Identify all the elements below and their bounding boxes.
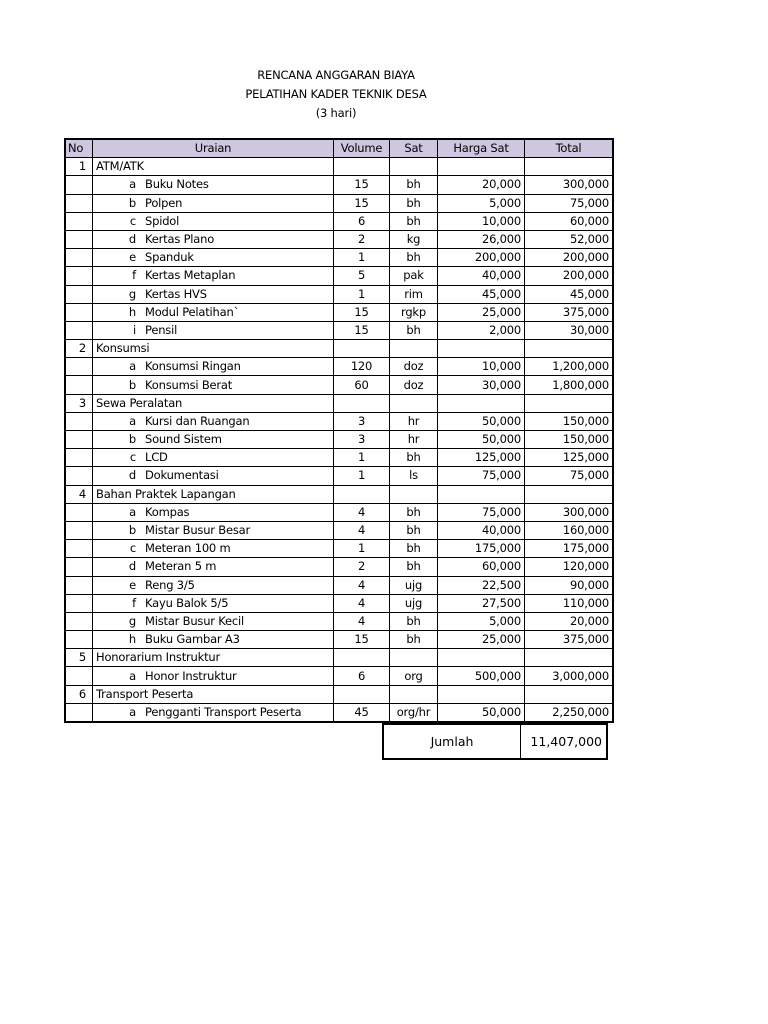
item-description [93, 503, 334, 521]
item-unit-price: 20,000 [438, 176, 525, 194]
item-row [65, 467, 613, 485]
empty-cell [65, 431, 93, 449]
item-unit-price: 27,500 [438, 594, 525, 612]
group-name: Bahan Praktek Lapangan [93, 485, 334, 503]
item-row [65, 412, 613, 430]
item-description [93, 303, 334, 321]
item-unit-price: 5,000 [438, 612, 525, 630]
item-letter: a [129, 413, 136, 428]
item-row [65, 540, 613, 558]
item-row [65, 558, 613, 576]
item-description [93, 194, 334, 212]
item-description [93, 212, 334, 230]
item-volume: 4 [334, 503, 390, 521]
item-letter: d [128, 232, 136, 247]
item-description [93, 540, 334, 558]
item-unit-price: 2,000 [438, 321, 525, 339]
empty-cell [65, 558, 93, 576]
item-unit: doz [390, 358, 438, 376]
item-letter: g [128, 286, 136, 301]
item-volume: 1 [334, 249, 390, 267]
item-description [93, 230, 334, 248]
item-unit-price: 10,000 [438, 358, 525, 376]
item-unit-price: 200,000 [438, 249, 525, 267]
group-row [65, 340, 613, 358]
item-letter: a [129, 668, 136, 683]
item-total: 110,000 [525, 594, 614, 612]
item-row [65, 521, 613, 539]
empty-cell [525, 158, 614, 176]
item-total: 300,000 [525, 176, 614, 194]
empty-cell [65, 176, 93, 194]
item-description [93, 576, 334, 594]
item-row [65, 303, 613, 321]
empty-cell [65, 376, 93, 394]
item-unit: bh [390, 540, 438, 558]
item-volume: 3 [334, 431, 390, 449]
empty-cell [65, 703, 93, 722]
empty-cell [438, 649, 525, 667]
table-header-row [65, 139, 613, 158]
empty-cell [334, 340, 390, 358]
item-unit: rgkp [390, 303, 438, 321]
group-name: Transport Peserta [93, 685, 334, 703]
item-unit: doz [390, 376, 438, 394]
item-volume: 15 [334, 631, 390, 649]
item-row [65, 358, 613, 376]
item-unit-price: 75,000 [438, 467, 525, 485]
item-row [65, 194, 613, 212]
item-description [93, 376, 334, 394]
item-unit: org [390, 667, 438, 685]
item-unit-price: 25,000 [438, 631, 525, 649]
item-unit-price: 75,000 [438, 503, 525, 521]
item-row [65, 267, 613, 285]
item-volume: 15 [334, 176, 390, 194]
item-volume: 6 [334, 212, 390, 230]
item-row [65, 449, 613, 467]
item-description [93, 667, 334, 685]
item-letter: b [128, 377, 136, 392]
item-row [65, 285, 613, 303]
item-unit: bh [390, 249, 438, 267]
item-unit-price: 25,000 [438, 303, 525, 321]
item-total: 200,000 [525, 249, 614, 267]
empty-cell [65, 212, 93, 230]
group-row [65, 485, 613, 503]
item-name: LCD [145, 450, 168, 465]
item-total: 90,000 [525, 576, 614, 594]
item-letter: a [129, 359, 136, 374]
item-total: 375,000 [525, 631, 614, 649]
item-description [93, 449, 334, 467]
item-unit: ls [390, 467, 438, 485]
group-row [65, 394, 613, 412]
empty-cell [390, 685, 438, 703]
item-total: 75,000 [525, 467, 614, 485]
empty-cell [65, 594, 93, 612]
item-letter: b [128, 195, 136, 210]
item-description [93, 631, 334, 649]
item-unit-price: 500,000 [438, 667, 525, 685]
item-unit-price: 125,000 [438, 449, 525, 467]
item-volume: 4 [334, 594, 390, 612]
item-name: Kertas HVS [145, 286, 207, 301]
summary-label: Jumlah [384, 725, 521, 758]
empty-cell [390, 485, 438, 503]
header-total: Total [525, 139, 614, 158]
item-name: Spidol [145, 213, 180, 228]
group-row [65, 649, 613, 667]
item-unit: bh [390, 194, 438, 212]
budget-table-body [65, 158, 613, 722]
item-volume: 1 [334, 285, 390, 303]
empty-cell [525, 394, 614, 412]
group-number: 6 [65, 685, 93, 703]
item-volume: 4 [334, 521, 390, 539]
item-row [65, 503, 613, 521]
item-volume: 2 [334, 558, 390, 576]
item-letter: e [129, 577, 136, 592]
empty-cell [65, 503, 93, 521]
item-letter: f [132, 595, 136, 610]
item-name: Kursi dan Ruangan [145, 413, 250, 428]
item-volume: 6 [334, 667, 390, 685]
item-name: Konsumsi Ringan [145, 359, 241, 374]
item-letter: f [132, 268, 136, 283]
item-description [93, 612, 334, 630]
item-unit: pak [390, 267, 438, 285]
empty-cell [65, 631, 93, 649]
empty-cell [438, 340, 525, 358]
empty-cell [65, 230, 93, 248]
item-unit: bh [390, 631, 438, 649]
item-volume: 3 [334, 412, 390, 430]
item-volume: 60 [334, 376, 390, 394]
summary-value: 11,407,000 [530, 734, 602, 749]
item-unit: bh [390, 321, 438, 339]
item-total: 1,800,000 [525, 376, 614, 394]
empty-cell [334, 394, 390, 412]
empty-cell [65, 321, 93, 339]
empty-cell [65, 612, 93, 630]
empty-cell [334, 685, 390, 703]
item-row [65, 631, 613, 649]
item-unit: bh [390, 558, 438, 576]
item-unit: hr [390, 431, 438, 449]
item-total: 300,000 [525, 503, 614, 521]
item-description [93, 467, 334, 485]
item-name: Mistar Busur Besar [145, 523, 251, 538]
group-row [65, 158, 613, 176]
item-name: Kayu Balok 5/5 [145, 595, 229, 610]
item-name: Sound Sistem [145, 432, 222, 447]
item-letter: c [129, 213, 136, 228]
item-description [93, 703, 334, 722]
item-total: 3,000,000 [525, 667, 614, 685]
item-row [65, 667, 613, 685]
item-name: Spanduk [145, 250, 194, 265]
item-unit: bh [390, 212, 438, 230]
item-volume: 2 [334, 230, 390, 248]
item-unit-price: 40,000 [438, 521, 525, 539]
budget-table [64, 138, 614, 723]
item-volume: 15 [334, 194, 390, 212]
item-name: Polpen [145, 195, 183, 210]
item-letter: b [128, 523, 136, 538]
item-unit: bh [390, 503, 438, 521]
item-letter: e [129, 250, 136, 265]
group-number: 2 [65, 340, 93, 358]
item-unit-price: 50,000 [438, 431, 525, 449]
empty-cell [438, 394, 525, 412]
item-description [93, 285, 334, 303]
item-row [65, 431, 613, 449]
item-row [65, 703, 613, 722]
item-letter: h [128, 632, 136, 647]
item-row [65, 594, 613, 612]
item-unit: hr [390, 412, 438, 430]
item-volume: 1 [334, 467, 390, 485]
item-description [93, 249, 334, 267]
item-total: 150,000 [525, 412, 614, 430]
item-row [65, 249, 613, 267]
item-total: 200,000 [525, 267, 614, 285]
group-name: Konsumsi [93, 340, 334, 358]
empty-cell [438, 485, 525, 503]
item-row [65, 212, 613, 230]
item-volume: 1 [334, 449, 390, 467]
item-letter: c [129, 450, 136, 465]
item-total: 1,200,000 [525, 358, 614, 376]
item-name: Konsumsi Berat [145, 377, 233, 392]
item-volume: 5 [334, 267, 390, 285]
item-description [93, 431, 334, 449]
item-row [65, 612, 613, 630]
empty-cell [65, 285, 93, 303]
item-unit: bh [390, 521, 438, 539]
item-total: 175,000 [525, 540, 614, 558]
empty-cell [390, 158, 438, 176]
empty-cell [438, 158, 525, 176]
item-total: 375,000 [525, 303, 614, 321]
item-unit-price: 30,000 [438, 376, 525, 394]
item-description [93, 594, 334, 612]
item-total: 45,000 [525, 285, 614, 303]
summary-box [382, 723, 608, 760]
item-total: 75,000 [525, 194, 614, 212]
item-volume: 1 [334, 540, 390, 558]
item-letter: b [128, 432, 136, 447]
item-volume: 120 [334, 358, 390, 376]
item-total: 60,000 [525, 212, 614, 230]
item-total: 160,000 [525, 521, 614, 539]
empty-cell [525, 485, 614, 503]
item-letter: d [128, 559, 136, 574]
title-line-2: PELATIHAN KADER TEKNIK DESA [245, 87, 427, 101]
item-total: 30,000 [525, 321, 614, 339]
item-name: Meteran 5 m [145, 559, 217, 574]
empty-cell [525, 685, 614, 703]
empty-cell [390, 340, 438, 358]
item-name: Mistar Busur Kecil [145, 613, 245, 628]
item-unit: bh [390, 449, 438, 467]
item-unit-price: 22,500 [438, 576, 525, 594]
empty-cell [65, 249, 93, 267]
empty-cell [65, 412, 93, 430]
group-number: 5 [65, 649, 93, 667]
item-unit: rim [390, 285, 438, 303]
item-letter: h [128, 304, 136, 319]
item-unit-price: 50,000 [438, 412, 525, 430]
item-letter: c [129, 541, 136, 556]
item-description [93, 321, 334, 339]
item-total: 150,000 [525, 431, 614, 449]
item-row [65, 176, 613, 194]
empty-cell [65, 267, 93, 285]
item-unit: kg [390, 230, 438, 248]
group-row [65, 685, 613, 703]
empty-cell [65, 540, 93, 558]
title-line-3: (3 hari) [315, 106, 357, 120]
item-letter: d [128, 468, 136, 483]
empty-cell [65, 303, 93, 321]
item-volume: 45 [334, 703, 390, 722]
item-unit: org/hr [390, 703, 438, 722]
group-name: Honorarium Instruktur [93, 649, 334, 667]
item-unit: bh [390, 176, 438, 194]
item-description [93, 267, 334, 285]
title-line-1: RENCANA ANGGARAN BIAYA [257, 68, 415, 82]
empty-cell [65, 449, 93, 467]
group-name: ATM/ATK [93, 158, 334, 176]
group-number: 4 [65, 485, 93, 503]
item-total: 20,000 [525, 612, 614, 630]
item-unit-price: 5,000 [438, 194, 525, 212]
item-description [93, 558, 334, 576]
item-name: Buku Notes [145, 177, 209, 192]
item-name: Dokumentasi [145, 468, 219, 483]
item-name: Honor Instruktur [145, 668, 237, 683]
header-volume: Volume [334, 139, 390, 158]
empty-cell [334, 485, 390, 503]
empty-cell [65, 576, 93, 594]
group-number: 1 [65, 158, 93, 176]
item-letter: a [129, 704, 136, 719]
item-total: 120,000 [525, 558, 614, 576]
item-name: Meteran 100 m [145, 541, 231, 556]
item-volume: 4 [334, 576, 390, 594]
item-name: Kertas Plano [145, 232, 215, 247]
item-description [93, 412, 334, 430]
item-unit-price: 50,000 [438, 703, 525, 722]
item-unit-price: 26,000 [438, 230, 525, 248]
item-unit-price: 175,000 [438, 540, 525, 558]
item-unit: ujg [390, 594, 438, 612]
header-sat: Sat [390, 139, 438, 158]
item-row [65, 376, 613, 394]
item-letter: g [128, 613, 136, 628]
item-row [65, 230, 613, 248]
item-row [65, 321, 613, 339]
empty-cell [438, 685, 525, 703]
item-total: 52,000 [525, 230, 614, 248]
item-row [65, 576, 613, 594]
item-name: Pengganti Transport Peserta [145, 704, 302, 719]
item-unit-price: 45,000 [438, 285, 525, 303]
group-name: Sewa Peralatan [93, 394, 334, 412]
item-name: Pensil [145, 322, 178, 337]
empty-cell [65, 194, 93, 212]
item-unit-price: 10,000 [438, 212, 525, 230]
item-description [93, 358, 334, 376]
item-unit-price: 40,000 [438, 267, 525, 285]
item-unit: ujg [390, 576, 438, 594]
document-title-block [0, 66, 672, 123]
empty-cell [65, 358, 93, 376]
header-harga-sat: Harga Sat [438, 139, 525, 158]
item-letter: a [129, 177, 136, 192]
empty-cell [525, 340, 614, 358]
item-unit-price: 60,000 [438, 558, 525, 576]
empty-cell [65, 521, 93, 539]
empty-cell [334, 158, 390, 176]
group-number: 3 [65, 394, 93, 412]
item-total: 125,000 [525, 449, 614, 467]
item-description [93, 176, 334, 194]
header-uraian: Uraian [93, 139, 334, 158]
item-name: Reng 3/5 [145, 577, 195, 592]
item-name: Kompas [145, 504, 190, 519]
item-volume: 15 [334, 321, 390, 339]
empty-cell [390, 649, 438, 667]
empty-cell [390, 394, 438, 412]
item-letter: a [129, 504, 136, 519]
item-description [93, 521, 334, 539]
empty-cell [334, 649, 390, 667]
empty-cell [525, 649, 614, 667]
empty-cell [65, 467, 93, 485]
item-unit: bh [390, 612, 438, 630]
item-name: Modul Pelatihan` [145, 304, 240, 319]
item-volume: 4 [334, 612, 390, 630]
empty-cell [65, 667, 93, 685]
header-no: No [65, 139, 93, 158]
item-letter: i [133, 322, 136, 337]
item-total: 2,250,000 [525, 703, 614, 722]
item-name: Buku Gambar A3 [145, 632, 240, 647]
item-name: Kertas Metaplan [145, 268, 236, 283]
item-volume: 15 [334, 303, 390, 321]
